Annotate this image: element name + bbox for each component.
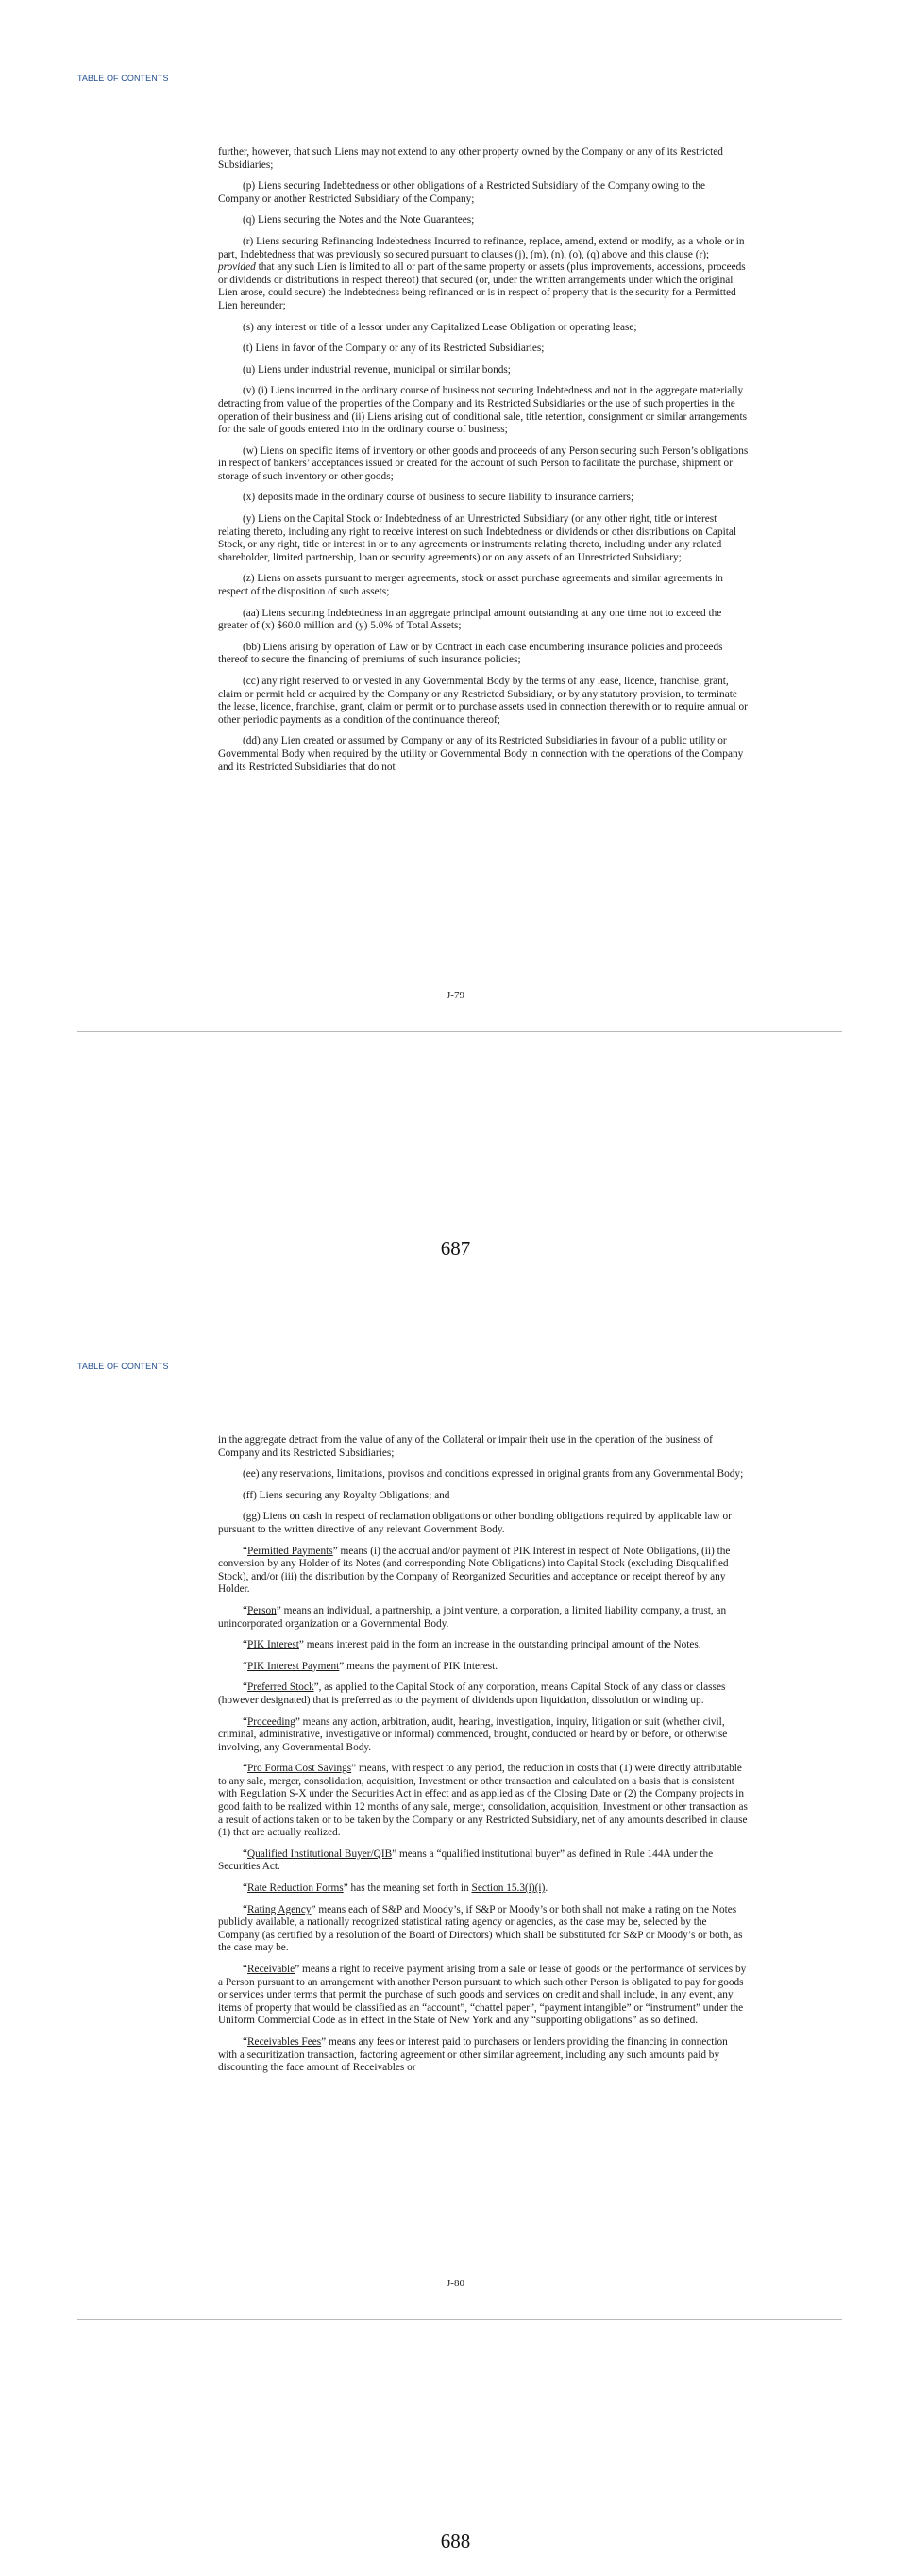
clause-w: (w) Liens on specific items of inventory or other goods and proceeds of any Person securing such Person’s obligations in respect of bankers’ acceptances issued or created for the account of such Person to facilitate the purchase, shipment or storage of such inventory or other goods; [218,444,749,482]
defined-term: Person [247,1604,277,1616]
clause-gg: (gg) Liens on cash in respect of reclamation obligations or other bonding obligations required by applicable law or pursuant to the written directive of any relevant Government Body. [218,1511,732,1535]
defined-term: Receivable [247,1964,295,1975]
page-divider [77,1031,842,1032]
defined-term: Receivables Fees [247,2035,322,2048]
defined-term: Rate Reduction Forms [247,1882,344,1895]
defined-term: PIK Interest [247,1639,299,1651]
defined-term: Rating Agency [247,1903,312,1915]
paragraph: in the aggregate detract from the value of any of the Collateral or impair their use in the operation of the business of Company and its Restricted Subsidiaries; [218,1434,713,1459]
definition-permitted-payments: “Permitted Payments” means (i) the accrual and/or payment of PIK Interest in respect of Note Obligations, (ii) the conversion by any Holder of its Notes (and corresponding Note Obligations) into Capital Stock (excluding Disqualified Stock), and/or (iii) the distribution by the Company of Reorganized Securities and acceptance or receipt thereof by any Holder. [218,1545,731,1596]
document-page-2 [0,1288,911,2576]
clause-bb: (bb) Liens arising by operation of Law or by Contract in each case encumbering insurance policies and proceeds thereof to secure the financing of premiums of such insurance policies; [218,641,723,666]
clause-q: (q) Liens securing the Notes and the Note Guarantees; [243,214,475,226]
table-of-contents-link[interactable]: TABLE OF CONTENTS [77,1362,169,1371]
defined-term: Pro Forma Cost Savings [247,1763,352,1775]
clause-aa: (aa) Liens securing Indebtedness in an aggregate principal amount outstanding at any one time not to exceed the greater of (x) $60.0 million and (y) 5.0% of Total Assets; [218,607,722,632]
clause-r-text-cont: that any such Lien is limited to all or part of the same property or assets (plus improvements, accessions, proceeds or dividends or distributions in respect thereof) that secured (or, under the written arrangements under which the original Lien arose, could secure) the Indebtedness being refinanced or is in respect of property that is the security for a Permitted Lien hereunder; [218,261,746,311]
definition-pik-interest: “PIK Interest” means interest paid in the form an increase in the outstanding principal amount of the Notes. [243,1639,701,1651]
defined-term: Permitted Payments [247,1545,333,1557]
clause-p: (p) Liens securing Indebtedness or other obligations of a Restricted Subsidiary of the Company owing to the Company or another Restricted Subsidiary of the Company; [218,180,706,205]
definition-pik-interest-payment: “PIK Interest Payment” means the payment of PIK Interest. [243,1660,498,1672]
definition-preferred-stock: “Preferred Stock”, as applied to the Capital Stock of any corporation, means Capital Stock of any class or classes (however designated) that is preferred as to the payment of dividends upon liquidation, dissolution or winding up. [218,1681,726,1706]
page-number: 688 [440,2530,471,2552]
provided-emphasis: provided [218,261,256,274]
clause-x: (x) deposits made in the ordinary course of business to secure liability to insurance carriers; [243,492,634,504]
defined-term: PIK Interest Payment [247,1660,340,1672]
definition-proceeding: “Proceeding” means any action, arbitration, audit, hearing, investigation, inquiry, litigation or suit (whether civil, criminal, administrative, investigative or informal) commenced, brought, conducted or heard by or before, or otherwise involving, any Governmental Body. [218,1715,728,1753]
clause-cc: (cc) any right reserved to or vested in any Governmental Body by the terms of any lease, licence, franchise, grant, claim or permit held or acquired by the Company or any Restricted Subsidiary, or by any statutory provision, to terminate the lease, licence, franchise, grant, claim or permit or to purchase assets used in connection therewith or to require annual or other periodic payments as a condition of the continuance thereof; [218,676,748,726]
definition-person: “Person” means an individual, a partnership, a joint venture, a corporation, a limited liability company, a trust, an unincorporated organization or a Governmental Body. [218,1604,727,1630]
clause-ee: (ee) any reservations, limitations, provisos and conditions expressed in original grants from any Governmental Body; [243,1468,744,1480]
clause-dd: (dd) any Lien created or assumed by Company or any of its Restricted Subsidiaries in favour of a public utility or Governmental Body when required by the utility or Governmental Body in connection with the operations of the Company and its Restricted Subsidiaries that do not [218,735,744,773]
page-folio: J-80 [447,2278,464,2289]
defined-term: Preferred Stock [247,1681,314,1694]
table-of-contents-link[interactable]: TABLE OF CONTENTS [77,74,169,83]
definition-rating-agency: “Rating Agency” means each of S&P and Moody’s, if S&P or Moody’s or both shall not make a rating on the Notes publicly available, a nationally recognized statistical rating agency or agencies, as the case may be, selected by the Company (as certified by a resolution of the Board of Directors) which shall be substituted for S&P or Moody’s or both, as the case may be. [218,1903,743,1954]
clause-y: (y) Liens on the Capital Stock or Indebtedness of an Unrestricted Subsidiary (or any other right, title or interest relating thereto, including any right to receive interest on such Indebtedness or dividends or other distributions on Capital Stock, or any right, title or interest in or to any agreements or instruments relating thereto, including under any related shareholder, limited partnership, loan or security agreements) or on any assets of an Unrestricted Subsidiary; [218,513,737,563]
section-cross-reference-link[interactable]: Section 15.3(i)(i) [471,1882,546,1895]
clause-r [218,236,749,313]
definition-pro-forma-cost-savings: “Pro Forma Cost Savings” means, with respect to any period, the reduction in costs that (1) were directly attributable to any sale, merger, consolidation, acquisition, Investment or other transaction and calculated on a basis that is consistent with Regulation S-X under the Securities Act in effect and as applied as of the Closing Date or (2) the Company projects in good faith to be realized within 12 months of any sale, merger, consolidation, acquisition, Investment or other transaction as a result of actions taken or to be taken by the Company or any Restricted Subsidiary, net of any amounts described in clause (1) that are actually realized. [218,1763,748,1839]
definition-receivables-fees: “Receivables Fees” means any fees or interest paid to purchasers or lenders providing the financing in connection with a securitization transaction, factoring agreement or other similar agreement, including any such amounts paid by discounting the face amount of Receivables or [218,2035,728,2074]
clause-s: (s) any interest or title of a lessor under any Capitalized Lease Obligation or operating lease; [243,321,637,333]
clause-t: (t) Liens in favor of the Company or any of its Restricted Subsidiaries; [243,343,545,355]
defined-term: Proceeding [247,1715,295,1728]
defined-term: Qualified Institutional Buyer/QIB [247,1848,393,1860]
clause-v: (v) (i) Liens incurred in the ordinary course of business not securing Indebtedness and not in the aggregate materially detracting from value of the properties of the Company and its Restricted Subsidiaries or the use of such properties in the operation of their business and (ii) Liens arising out of conditional sale, title retention, consignment or similar arrangements for the sale of goods entered into in the ordinary course of business; [218,385,747,436]
page-folio: J-79 [447,990,464,1001]
page-divider [77,2319,842,2320]
clause-ff: (ff) Liens securing any Royalty Obligations; and [243,1489,450,1501]
definition-qib: “Qualified Institutional Buyer/QIB” means a “qualified institutional buyer” as defined in Rule 144A under the Securities Act. [218,1848,714,1873]
page-number: 687 [440,1237,471,1260]
definition-rate-reduction-forms: “Rate Reduction Forms” has the meaning set forth in Section 15.3(i)(i). [243,1882,548,1895]
definition-receivable: “Receivable” means a right to receive payment arising from a sale or lease of goods or the performance of services by a Person pursuant to an arrangement with another Person pursuant to which such other Person is obligated to pay for goods or services under terms that permit the purchase of such goods and services on credit and shall include, in any event, any items of property that would be classified as an “account”, “chattel paper”, “payment intangible” or “instrument” under the Uniform Commercial Code as in effect in the State of New York and any “supporting obligations” as so defined. [218,1964,747,2027]
clause-r-text: (r) Liens securing Refinancing Indebtedness Incurred to refinance, replace, amend, extend or modify, as a whole or in part, Indebtedness that was previously so secured pursuant to clauses (j), (m), (n), (o), (q) above and this clause (r); [218,235,745,260]
paragraph: further, however, that such Liens may not extend to any other property owned by the Company or any of its Restricted Subsidiaries; [218,146,723,171]
page-2-body [218,1434,749,2083]
page-1-body [218,146,749,782]
clause-u: (u) Liens under industrial revenue, municipal or similar bonds; [243,363,511,376]
clause-z: (z) Liens on assets pursuant to merger agreements, stock or asset purchase agreements and similar agreements in respect of the disposition of such assets; [218,573,723,598]
